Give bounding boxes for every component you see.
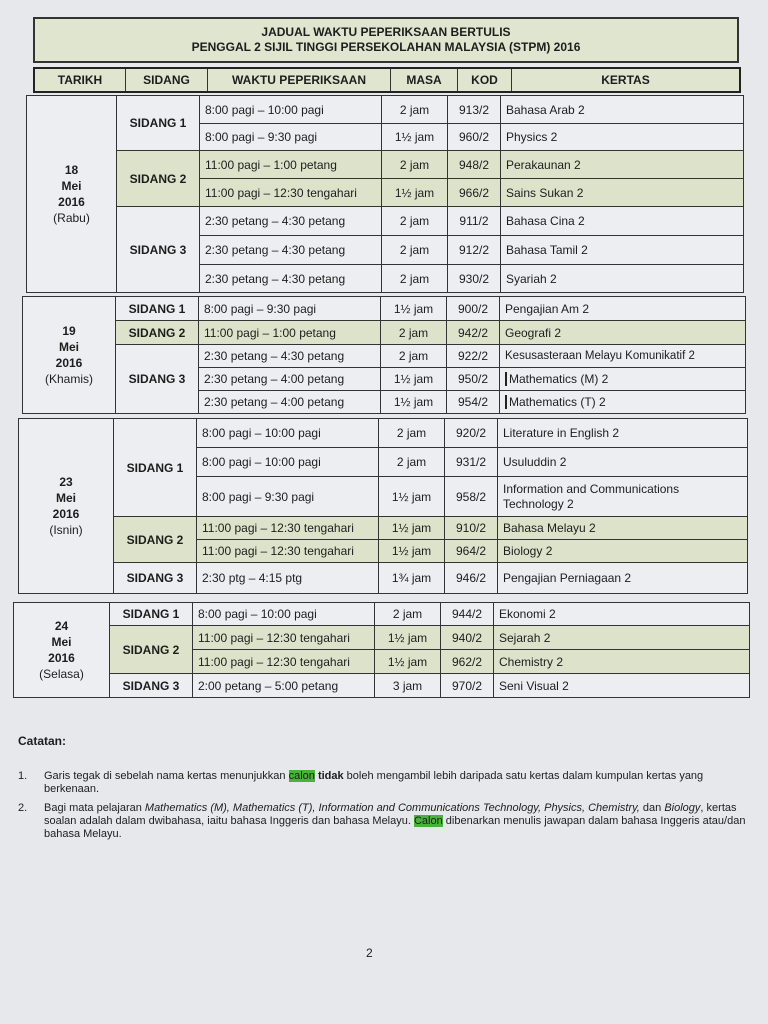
exam-time: 8:00 pagi – 10:00 pagi xyxy=(193,603,375,626)
paper-name: Perakaunan 2 xyxy=(501,151,744,179)
title-line-2: PENGGAL 2 SIJIL TINGGI PERSEKOLAHAN MALAYSIA (STPM) 2016 xyxy=(191,40,581,54)
exam-duration: 1½ jam xyxy=(375,626,441,650)
header-waktu: WAKTU PEPERIKSAAN xyxy=(208,69,391,91)
exam-duration: 2 jam xyxy=(381,321,447,345)
exam-time: 11:00 pagi – 12:30 tengahari xyxy=(197,540,379,563)
title-line-1: JADUAL WAKTU PEPERIKSAAN BERTULIS xyxy=(261,25,511,39)
paper-code: 962/2 xyxy=(441,650,494,674)
paper-name: Literature in English 2 xyxy=(498,419,748,448)
paper-code: 944/2 xyxy=(441,603,494,626)
paper-code: 970/2 xyxy=(441,674,494,698)
paper-code: 942/2 xyxy=(447,321,500,345)
session-label: SIDANG 2 xyxy=(110,626,193,674)
exam-duration: 1½ jam xyxy=(382,124,448,151)
exam-duration: 2 jam xyxy=(382,236,448,265)
paper-code: 958/2 xyxy=(445,477,498,517)
note-text: Garis tegak di sebelah nama kertas menunjukkan calon tidak boleh mengambil lebih daripada satu kertas dalam kumpulan kertas yang berkenaan. xyxy=(44,770,704,795)
exam-duration: 1½ jam xyxy=(382,179,448,207)
table-row xyxy=(19,517,748,540)
table-row xyxy=(27,151,744,179)
exam-time: 2:00 petang – 5:00 petang xyxy=(193,674,375,698)
exam-duration: 2 jam xyxy=(375,603,441,626)
paper-code: 900/2 xyxy=(447,297,500,321)
exam-time: 8:00 pagi – 9:30 pagi xyxy=(197,477,379,517)
paper-code: 950/2 xyxy=(447,368,500,391)
paper-code: 946/2 xyxy=(445,563,498,594)
session-label: SIDANG 1 xyxy=(117,96,200,151)
paper-code: 930/2 xyxy=(448,265,501,293)
group-bar-marker: Mathematics (T) 2 xyxy=(505,395,606,409)
group-bar-marker: Mathematics (M) 2 xyxy=(505,372,608,386)
date-cell: 18 Mei 2016 (Rabu) xyxy=(27,96,117,293)
paper-name: Biology 2 xyxy=(498,540,748,563)
exam-duration: 1½ jam xyxy=(379,477,445,517)
paper-code: 910/2 xyxy=(445,517,498,540)
session-label: SIDANG 3 xyxy=(114,563,197,594)
exam-duration: 1½ jam xyxy=(379,517,445,540)
header-tarikh: TARIKH xyxy=(35,69,126,91)
day-block-23-mei xyxy=(18,418,748,594)
session-label: SIDANG 2 xyxy=(116,321,199,345)
paper-name: Physics 2 xyxy=(501,124,744,151)
exam-time: 8:00 pagi – 10:00 pagi xyxy=(197,448,379,477)
table-row xyxy=(23,321,746,345)
exam-time: 8:00 pagi – 10:00 pagi xyxy=(200,96,382,124)
exam-time: 2:30 petang – 4:00 petang xyxy=(199,368,381,391)
table-row xyxy=(19,563,748,594)
paper-name: Pengajian Am 2 xyxy=(500,297,746,321)
paper-name: Usuluddin 2 xyxy=(498,448,748,477)
paper-code: 922/2 xyxy=(447,345,500,368)
date-cell: 19 Mei 2016 (Khamis) xyxy=(23,297,116,414)
exam-duration: 2 jam xyxy=(381,345,447,368)
session-label: SIDANG 3 xyxy=(110,674,193,698)
paper-name xyxy=(500,391,746,414)
day-block-18-mei xyxy=(26,95,744,293)
paper-name: Sains Sukan 2 xyxy=(501,179,744,207)
paper-name: Bahasa Cina 2 xyxy=(501,207,744,236)
paper-code: 948/2 xyxy=(448,151,501,179)
table-row xyxy=(14,626,750,650)
paper-code: 911/2 xyxy=(448,207,501,236)
paper-code: 964/2 xyxy=(445,540,498,563)
paper-code: 912/2 xyxy=(448,236,501,265)
exam-time: 8:00 pagi – 9:30 pagi xyxy=(199,297,381,321)
paper-name: Bahasa Melayu 2 xyxy=(498,517,748,540)
date-cell: 23 Mei 2016 (Isnin) xyxy=(19,419,114,594)
exam-duration: 2 jam xyxy=(379,419,445,448)
notes-section xyxy=(18,735,750,847)
paper-code: 913/2 xyxy=(448,96,501,124)
paper-name: Chemistry 2 xyxy=(494,650,750,674)
day-block-19-mei xyxy=(22,296,746,414)
note-text: Bagi mata pelajaran Mathematics (M), Mathematics (T), Information and Communications Technology, Physics, Chemistry, dan Biology, kertas soalan adalah dalam dwibahasa, iaitu bahasa Inggeris dan bahasa Melayu. Calon dibenarkan menulis jawapan dalam bahasa Inggeris atau/dan bahasa Melayu. xyxy=(44,802,746,840)
exam-time: 11:00 pagi – 1:00 petang xyxy=(200,151,382,179)
date-cell: 24 Mei 2016 (Selasa) xyxy=(14,603,110,698)
note-item xyxy=(18,802,750,841)
paper-name: Kesusasteraan Melayu Komunikatif 2 xyxy=(500,345,746,368)
session-label: SIDANG 3 xyxy=(116,345,199,414)
exam-duration: 1½ jam xyxy=(379,540,445,563)
table-row xyxy=(23,345,746,368)
paper-code: 920/2 xyxy=(445,419,498,448)
paper-code: 954/2 xyxy=(447,391,500,414)
session-label: SIDANG 1 xyxy=(116,297,199,321)
exam-time: 2:30 petang – 4:30 petang xyxy=(200,236,382,265)
exam-time: 11:00 pagi – 12:30 tengahari xyxy=(200,179,382,207)
exam-time: 2:30 ptg – 4:15 ptg xyxy=(197,563,379,594)
header-kertas: KERTAS xyxy=(601,73,650,87)
session-label: SIDANG 1 xyxy=(114,419,197,517)
header-masa: MASA xyxy=(391,69,458,91)
exam-duration: 1¾ jam xyxy=(379,563,445,594)
exam-duration: 1½ jam xyxy=(375,650,441,674)
exam-time: 2:30 petang – 4:30 petang xyxy=(200,265,382,293)
table-row xyxy=(14,603,750,626)
paper-name: Sejarah 2 xyxy=(494,626,750,650)
session-label: SIDANG 2 xyxy=(114,517,197,563)
session-label: SIDANG 3 xyxy=(117,207,200,293)
exam-time: 11:00 pagi – 12:30 tengahari xyxy=(193,650,375,674)
day-block-24-mei xyxy=(13,602,750,698)
exam-duration: 2 jam xyxy=(382,151,448,179)
paper-code: 940/2 xyxy=(441,626,494,650)
highlight-calon: Calon xyxy=(413,815,443,827)
session-label: SIDANG 2 xyxy=(117,151,200,207)
note-number: 2. xyxy=(18,802,28,814)
exam-duration: 3 jam xyxy=(375,674,441,698)
exam-duration: 2 jam xyxy=(382,265,448,293)
table-row xyxy=(23,297,746,321)
table-row xyxy=(19,419,748,448)
paper-name: Information and Communications Technology 2 xyxy=(498,477,748,517)
schedule-title xyxy=(33,17,739,63)
session-label: SIDANG 1 xyxy=(110,603,193,626)
page-number: 2 xyxy=(366,946,373,960)
note-item xyxy=(18,770,750,796)
exam-duration: 2 jam xyxy=(382,96,448,124)
table-header xyxy=(33,67,741,93)
exam-duration: 2 jam xyxy=(382,207,448,236)
table-row xyxy=(14,674,750,698)
exam-time: 11:00 pagi – 12:30 tengahari xyxy=(197,517,379,540)
highlight-calon: calon xyxy=(288,770,315,782)
exam-time: 11:00 pagi – 12:30 tengahari xyxy=(193,626,375,650)
paper-name: Syariah 2 xyxy=(501,265,744,293)
header-sidang: SIDANG xyxy=(126,69,208,91)
paper-name: Bahasa Tamil 2 xyxy=(501,236,744,265)
exam-duration: 2 jam xyxy=(379,448,445,477)
paper-name: Bahasa Arab 2 xyxy=(501,96,744,124)
paper-name xyxy=(500,368,746,391)
table-row xyxy=(27,207,744,236)
header-kod: KOD xyxy=(458,69,512,91)
paper-code: 931/2 xyxy=(445,448,498,477)
exam-time: 2:30 petang – 4:30 petang xyxy=(200,207,382,236)
paper-code: 960/2 xyxy=(448,124,501,151)
paper-name: Seni Visual 2 xyxy=(494,674,750,698)
paper-name: Ekonomi 2 xyxy=(494,603,750,626)
exam-duration: 1½ jam xyxy=(381,391,447,414)
exam-time: 2:30 petang – 4:00 petang xyxy=(199,391,381,414)
exam-duration: 1½ jam xyxy=(381,368,447,391)
exam-time: 11:00 pagi – 1:00 petang xyxy=(199,321,381,345)
table-row xyxy=(27,96,744,124)
note-number: 1. xyxy=(18,770,28,782)
exam-time: 8:00 pagi – 9:30 pagi xyxy=(200,124,382,151)
exam-time: 2:30 petang – 4:30 petang xyxy=(199,345,381,368)
paper-name: Geografi 2 xyxy=(500,321,746,345)
paper-code: 966/2 xyxy=(448,179,501,207)
exam-time: 8:00 pagi – 10:00 pagi xyxy=(197,419,379,448)
paper-name: Pengajian Perniagaan 2 xyxy=(498,563,748,594)
notes-heading: Catatan: xyxy=(18,734,67,748)
exam-duration: 1½ jam xyxy=(381,297,447,321)
